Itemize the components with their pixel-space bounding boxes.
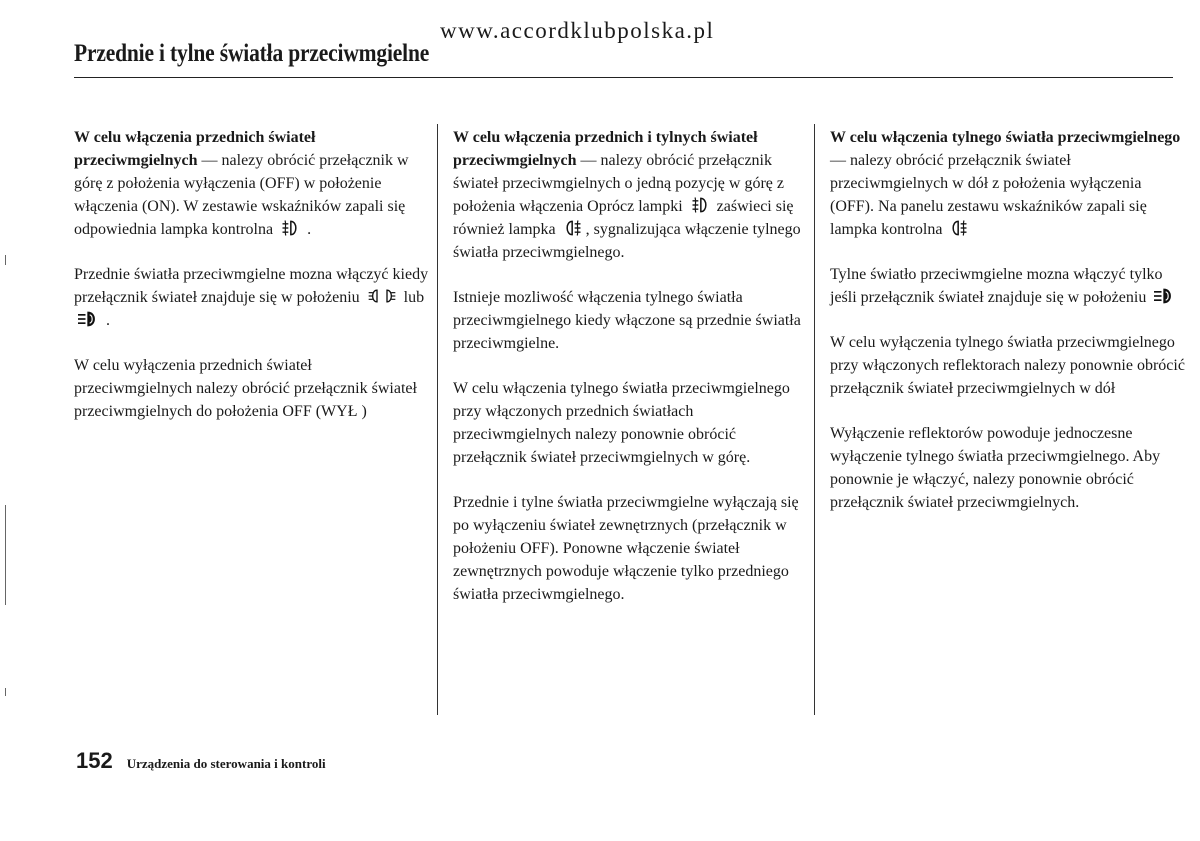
front-fog-light-icon	[279, 218, 301, 238]
paragraph-text: W celu wyłączenia tylnego światła przeciwmgielnego przy włączonych reflektorach nalezy ponownie obrócić przełącznik świateł przeciwmgielnych w dół	[830, 334, 1185, 397]
paragraph-heading: W celu włączenia przednich świateł przeciwmgielnych	[74, 129, 316, 169]
paragraph-text: W celu wyłączenia przednich świateł przeciwmgielnych nalezy obrócić przełącznik świateł przeciwmgielnych do położenia OFF (WYŁ )	[74, 357, 417, 420]
paragraph	[74, 263, 430, 332]
page-title: Przednie i tylne światła przeciwmgielne	[74, 40, 430, 67]
page-footer	[76, 748, 326, 774]
paragraph	[830, 331, 1186, 400]
paragraph	[830, 126, 1186, 241]
paragraph-text: Istnieje mozliwość włączenia tylnego światła przeciwmgielnego kiedy włączone są przednie światła przeciwmgielne.	[453, 289, 801, 352]
paragraph	[453, 491, 809, 606]
paragraph-text: Przednie światła przeciwmgielne mozna włączyć kiedy przełącznik świateł znajduje się w położeniu	[74, 266, 429, 306]
paragraph-text: Przednie i tylne światła przeciwmgielne wyłączają się po wyłączeniu świateł zewnętrznych (przełącznik w położeniu OFF). Ponowne włączenie świateł zewnętrznych powoduje włączenie tylko przedniego światła przeciwmgielnego.	[453, 494, 799, 603]
paragraph-text: Wyłączenie reflektorów powoduje jednoczesne wyłączenie tylnego światła przeciwmgielnego. Aby ponownie je włączyć, nalezy ponownie obrócić przełącznik świateł przeciwmgielnych.	[830, 425, 1161, 511]
parking-light-icon	[366, 286, 398, 306]
margin-mark	[5, 688, 6, 696]
column-divider	[437, 124, 438, 715]
paragraph-text: zaświeci się również lampka	[453, 198, 794, 238]
column-front-fog	[74, 126, 430, 445]
paragraph-heading: W celu włączenia tylnego światła przeciwmgielnego	[830, 129, 1181, 146]
column-divider	[814, 124, 815, 715]
column-rear-fog	[830, 126, 1186, 536]
paragraph	[453, 377, 809, 469]
paragraph-text: — nalezy obrócić przełącznik świateł przeciwmgielnych w dół z położenia wyłączenia (OFF). Na panelu zestawu wskaźników zapali się lampka kontrolna	[830, 152, 1147, 238]
paragraph-text: lub	[403, 289, 425, 306]
page-number: 152	[76, 748, 113, 773]
paragraph-text: W celu włączenia tylnego światła przeciwmgielnego przy włączonych przednich światłach przeciwmgielnych nalezy ponownie obrócić przełącznik świateł przeciwmgielnych w górę.	[453, 380, 790, 466]
rear-fog-light-icon	[562, 218, 584, 238]
margin-mark	[5, 505, 6, 605]
paragraph-text: — nalezy obrócić przełącznik w górę z położenia wyłączenia (OFF) w położenie włączenia (ON). W zestawie wskaźników zapali się odpowiednia lampka kontrolna	[74, 152, 409, 238]
paragraph	[74, 354, 430, 423]
column-front-rear-fog	[453, 126, 809, 628]
paragraph-text: , sygnalizująca włączenie tylnego światła przeciwmgielnego.	[453, 221, 801, 261]
paragraph	[74, 126, 430, 241]
margin-mark	[5, 255, 6, 265]
low-beam-icon	[1152, 286, 1176, 306]
section-name: Urządzenia do sterowania i kontroli	[126, 756, 326, 771]
front-fog-light-icon	[689, 195, 711, 215]
rear-fog-light-icon	[948, 218, 970, 238]
title-rule	[74, 77, 1173, 78]
paragraph	[453, 286, 809, 355]
paragraph	[453, 126, 809, 264]
paragraph-text: .	[307, 221, 312, 238]
watermark-url: www.accordklubpolska.pl	[440, 18, 715, 43]
paragraph-text: — nalezy obrócić przełącznik świateł przeciwmgielnych o jedną pozycję w górę z położenia włączenia Oprócz lampki	[453, 152, 784, 215]
paragraph-text: .	[106, 312, 110, 329]
low-beam-icon	[76, 309, 100, 329]
paragraph	[830, 263, 1186, 309]
paragraph-heading: W celu włączenia przednich i tylnych świateł przeciwmgielnych	[453, 129, 758, 169]
paragraph	[830, 422, 1186, 514]
paragraph-text: Tylne światło przeciwmgielne mozna włączyć tylko jeśli przełącznik świateł znajduje się w położeniu	[830, 266, 1163, 306]
